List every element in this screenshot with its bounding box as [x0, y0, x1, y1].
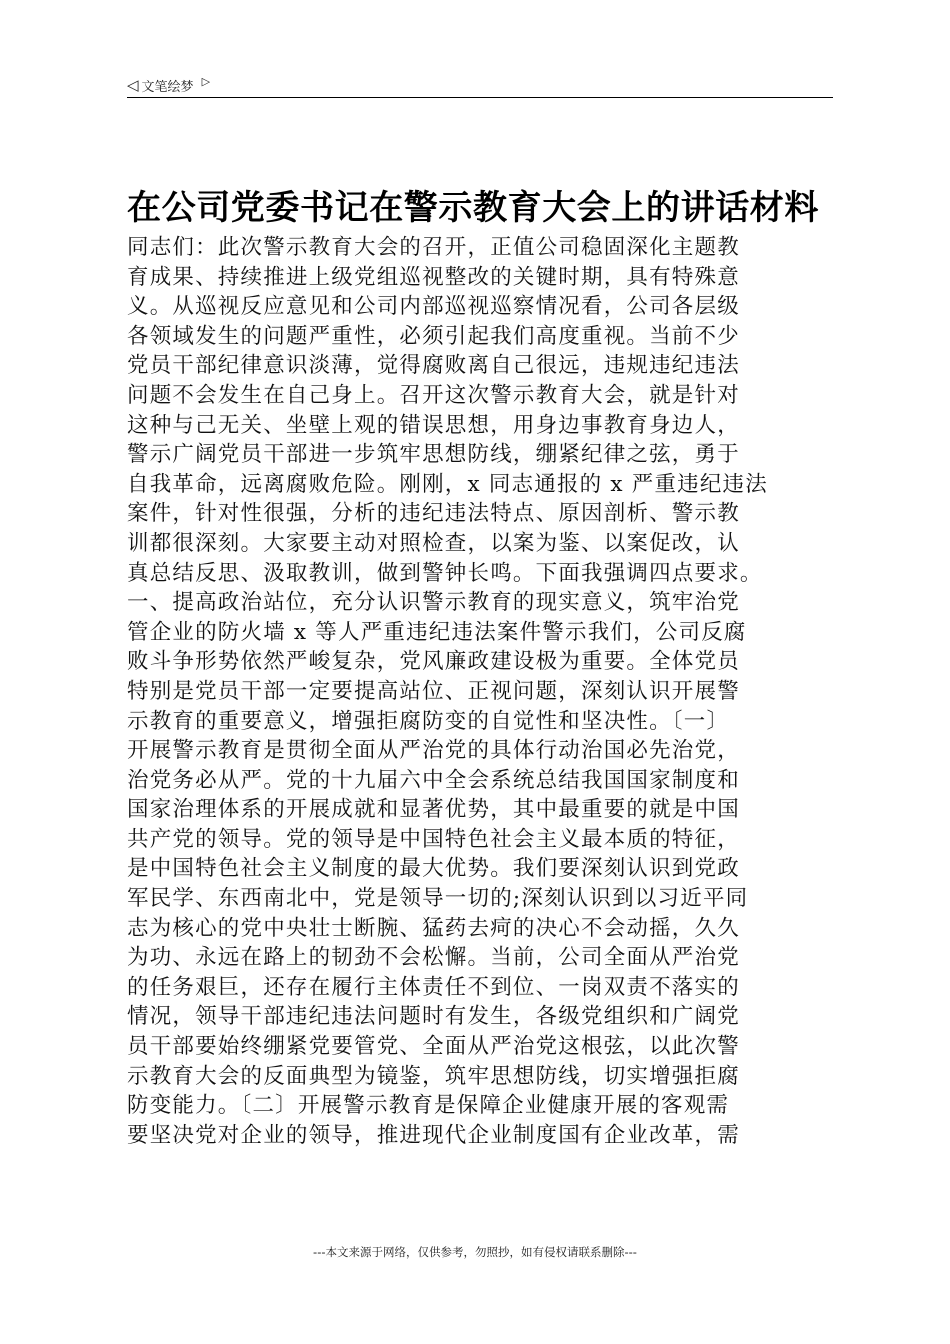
body-line: 问题不会发生在自己身上。召开这次警示教育大会，就是针对 [127, 382, 740, 408]
body-line: 警示广阔党员干部进一步筑牢思想防线，绷紧纪律之弦，勇于 [127, 442, 740, 468]
body-line: 示教育的重要意义，增强拒腐防变的自觉性和坚决性。〔一〕 [127, 708, 730, 734]
header-divider [127, 97, 833, 98]
document-body [127, 233, 839, 1150]
body-line: 育成果、持续推进上级党组巡视整改的关键时期，具有特殊意 [127, 264, 740, 290]
body-line: 示教育大会的反面典型为镜鉴，筑牢思想防线，切实增强拒腐 [127, 1063, 740, 1089]
triangle-right-icon: ▷ [201, 74, 211, 88]
body-line: 志为核心的党中央壮士断腕、猛药去疴的决心不会动摇，久久 [127, 915, 740, 941]
body-line: 军民学、东西南北中，党是领导一切的;深刻认识到以习近平同 [127, 886, 749, 912]
footer-notice: ---本文来源于网络，仅供参考，勿照抄，如有侵权请联系删除--- [313, 1245, 637, 1259]
header-brand: 文笔绘梦 [141, 79, 194, 95]
body-line: 训都很深刻。大家要主动对照检查，以案为鉴、以案促改，认 [127, 530, 740, 556]
body-line: 治党务必从严。党的十九届六中全会系统总结我国国家制度和 [127, 767, 740, 793]
body-line: 管企业的防火墙 x 等人严重违纪违法案件警示我们，公司反腐 [127, 619, 747, 645]
body-line: 要坚决党对企业的领导，推进现代企业制度国有企业改革，需 [127, 1122, 740, 1148]
body-line: 党员干部纪律意识淡薄，觉得腐败离自己很远，违规违纪违法 [127, 353, 740, 379]
triangle-left-icon: ◁ [127, 75, 139, 94]
page-header [127, 74, 210, 96]
body-line: 是中国特色社会主义制度的最大优势。我们要深刻认识到党政 [127, 856, 740, 882]
body-line: 案件，针对性很强，分析的违纪违法特点、原因剖析、警示教 [127, 501, 740, 527]
body-line: 开展警示教育是贯彻全面从严治党的具体行动治国必先治党， [127, 738, 740, 764]
body-line: 自我革命，远离腐败危险。刚刚，x 同志通报的 x 严重违纪违法 [127, 471, 768, 497]
body-line: 情况，领导干部违纪违法问题时有发生，各级党组织和广阔党 [127, 1004, 740, 1030]
body-line: 各领域发生的问题严重性，必须引起我们高度重视。当前不少 [127, 323, 740, 349]
body-line: 国家治理体系的开展成就和显著优势，其中最重要的就是中国 [127, 797, 740, 823]
body-line: 这种与己无关、坐壁上观的错误思想，用身边事教育身边人， [127, 412, 740, 438]
body-line: 一、提高政治站位，充分认识警示教育的现实意义，筑牢治党 [127, 590, 740, 616]
body-line: 共产党的领导。党的领导是中国特色社会主义最本质的特征， [127, 826, 740, 852]
body-line: 真总结反思、汲取教训，做到警钟长鸣。下面我强调四点要求。 [127, 560, 763, 586]
body-line: 防变能力。〔二〕开展警示教育是保障企业健康开展的客观需 [127, 1093, 730, 1119]
body-line: 为功、永远在路上的韧劲不会松懈。当前，公司全面从严治党 [127, 945, 740, 971]
body-line: 员干部要始终绷紧党要管党、全面从严治党这根弦，以此次警 [127, 1034, 740, 1060]
document-title: 在公司党委书记在警示教育大会上的讲话材料 [127, 188, 819, 228]
body-line: 同志们：此次警示教育大会的召开，正值公司稳固深化主题教 [127, 235, 740, 260]
body-line: 特别是党员干部一定要提高站位、正视问题，深刻认识开展警 [127, 678, 740, 704]
body-line: 败斗争形势依然严峻复杂，党风廉政建设极为重要。全体党员 [127, 649, 740, 675]
body-line: 义。从巡视反应意见和公司内部巡视巡察情况看，公司各层级 [127, 294, 740, 320]
body-line: 的任务艰巨，还存在履行主体责任不到位、一岗双责不落实的 [127, 974, 740, 1000]
